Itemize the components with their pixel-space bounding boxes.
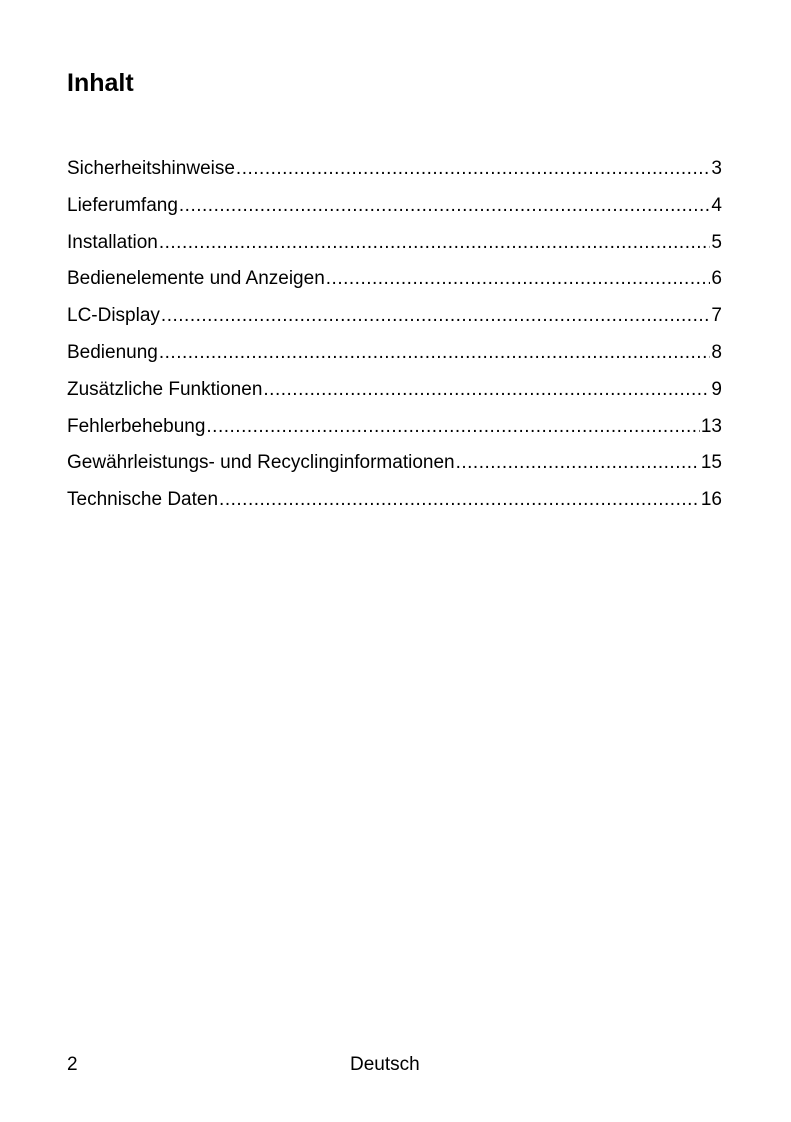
toc-dot-leader <box>206 412 699 442</box>
toc-entry-title: Fehlerbehebung <box>67 415 206 437</box>
toc-entry-page-number: 7 <box>711 305 722 327</box>
toc-entry-gewaehrleistung[interactable] <box>67 448 722 485</box>
page-title: Inhalt <box>67 69 134 97</box>
toc-entry-title: Technische Daten <box>67 489 219 511</box>
toc-entry-page-number: 3 <box>711 158 722 179</box>
toc-dot-leader <box>179 191 711 221</box>
toc-entry-title: Sicherheitshinweise <box>67 158 235 179</box>
toc-entry-page-number: 6 <box>711 268 722 290</box>
toc-entry-sicherheitshinweise[interactable] <box>67 154 722 191</box>
toc-entry-title: Gewährleistungs- und Recyclinginformationen <box>67 452 455 474</box>
toc-entry-title: Installation <box>67 231 158 253</box>
toc-dot-leader <box>159 338 711 368</box>
toc-entry-page-number: 4 <box>711 194 722 216</box>
toc-entry-title: Zusätzliche Funktionen <box>67 378 263 400</box>
toc-dot-leader <box>236 154 711 184</box>
toc-entry-fehlerbehebung[interactable] <box>67 412 722 449</box>
toc-entry-lc-display[interactable] <box>67 301 722 338</box>
footer-language: Deutsch <box>350 1054 420 1075</box>
toc-entry-technische-daten[interactable] <box>67 485 722 522</box>
toc-entry-page-number: 15 <box>700 452 722 474</box>
toc-entry-title: Bedienelemente und Anzeigen <box>67 268 325 290</box>
toc-dot-leader <box>326 264 711 294</box>
toc-entry-title: Bedienung <box>67 341 158 363</box>
toc-dot-leader <box>456 448 700 478</box>
toc-dot-leader <box>263 375 710 405</box>
toc-dot-leader <box>219 485 700 515</box>
toc-entry-page-number: 5 <box>711 231 722 253</box>
toc-entry-title: LC-Display <box>67 305 160 327</box>
toc-dot-leader <box>159 228 711 258</box>
footer-page-number: 2 <box>67 1054 78 1075</box>
toc-entry-page-number: 8 <box>711 341 722 363</box>
toc-entry-installation[interactable] <box>67 228 722 265</box>
toc-entry-zusaetzliche-funktionen[interactable] <box>67 375 722 412</box>
toc-entry-title: Lieferumfang <box>67 194 178 216</box>
table-of-contents <box>67 154 722 522</box>
toc-entry-bedienelemente[interactable] <box>67 264 722 301</box>
toc-entry-page-number: 16 <box>700 489 722 511</box>
toc-entry-page-number: 9 <box>711 378 722 400</box>
toc-entry-page-number: 13 <box>700 415 722 437</box>
toc-entry-bedienung[interactable] <box>67 338 722 375</box>
toc-entry-lieferumfang[interactable] <box>67 191 722 228</box>
toc-dot-leader <box>161 301 711 331</box>
